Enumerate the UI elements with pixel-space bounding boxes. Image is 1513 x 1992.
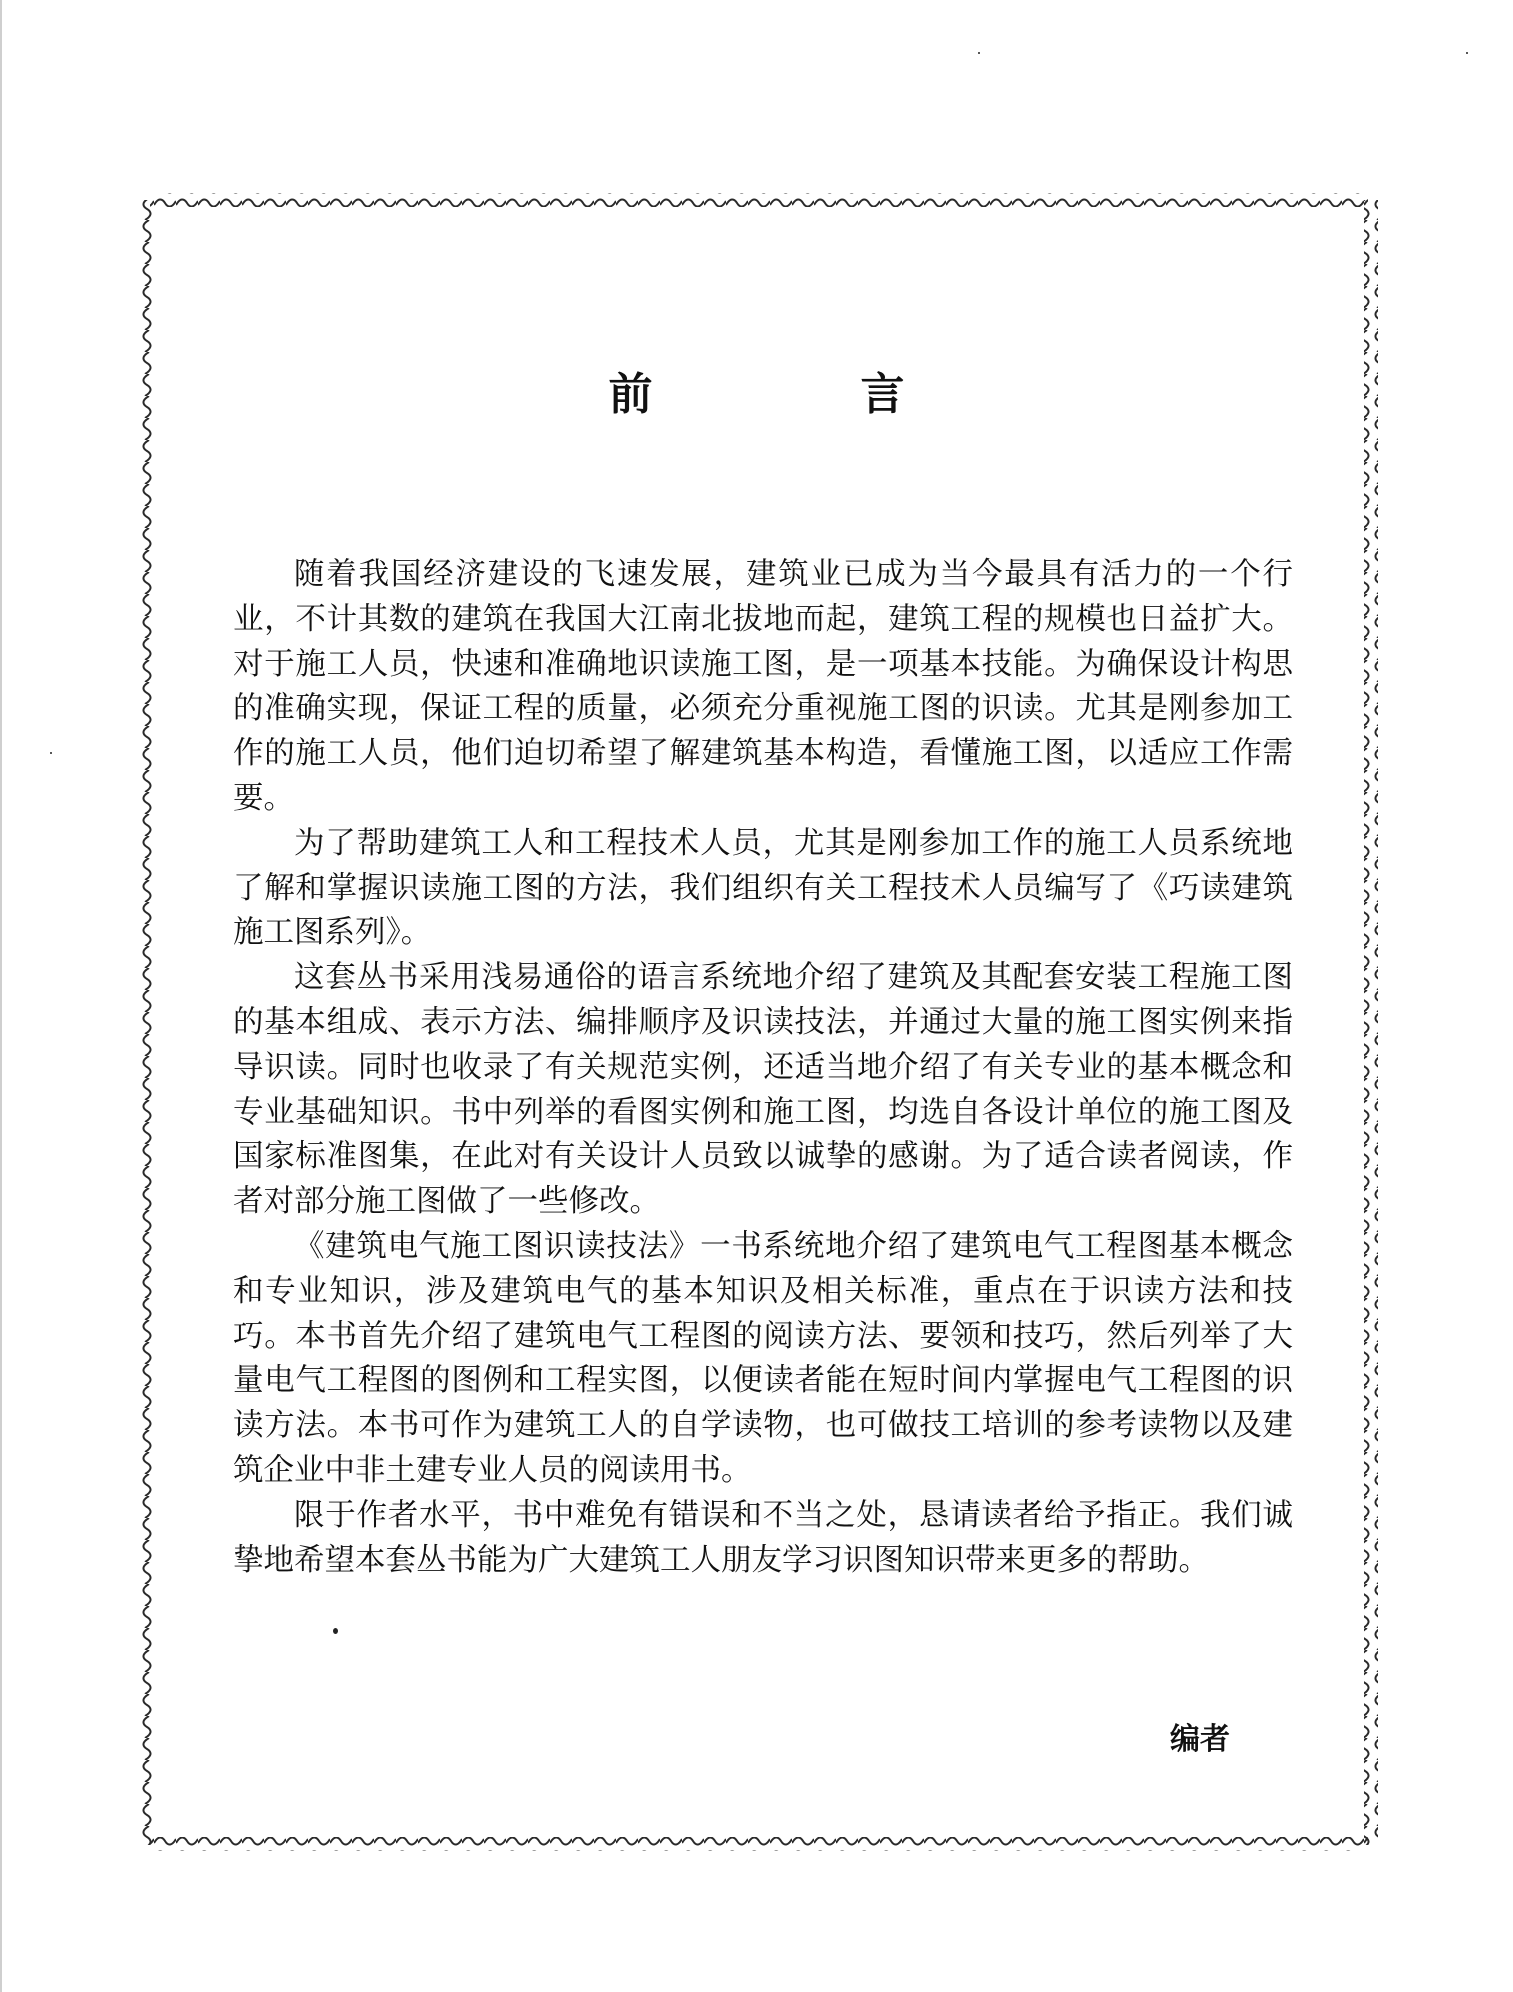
scan-speck	[333, 1628, 338, 1634]
paragraph-1: 随着我国经济建设的飞速发展，建筑业已成为当今最具有活力的一个行业，不计其数的建筑在我国大江南北拔地而起，建筑工程的规模也日益扩大。对于施工人员，快速和准确地识读施工图，是一项基本技能。为确保设计构思的准确实现，保证工程的质量，必须充分重视施工图的识读。尤其是刚参加工作的施工人员，他们迫切希望了解建筑基本构造，看懂施工图，以适应工作需要。	[233, 557, 1293, 816]
signature: 编者	[1170, 1722, 1230, 1757]
paragraph-3: 这套丛书采用浅易通俗的语言系统地介绍了建筑及其配套安装工程施工图的基本组成、表示方法、编排顺序及识读技法，并通过大量的施工图实例来指导识读。同时也收录了有关规范实例，还适当地介绍了有关专业的基本概念和专业基础知识。书中列举的看图实例和施工图，均选自各设计单位的施工图及国家标准图集，在此对有关设计人员致以诚挚的感谢。为了适合读者阅读，作者对部分施工图做了一些修改。	[233, 960, 1293, 1220]
border-right	[1364, 200, 1378, 1845]
paragraph-4: 《建筑电气施工图识读技法》一书系统地介绍了建筑电气工程图基本概念和专业知识，涉及建筑电气的基本知识及相关标准，重点在于识读方法和技巧。本书首先介绍了建筑电气工程图的阅读方法、要领和技巧，然后列举了大量电气工程图的图例和工程实图，以便读者能在短时间内掌握电气工程图的识读方法。本书可作为建筑工人的自学读物，也可做技工培训的参考读物以及建筑企业中非土建专业人员的阅读用书。	[233, 1228, 1293, 1488]
border-left	[140, 200, 154, 1845]
scan-speck	[50, 752, 52, 754]
page-title: 前 言	[608, 369, 987, 420]
border-bottom	[150, 1837, 1368, 1851]
paragraph-5: 限于作者水平，书中难免有错误和不当之处，恳请读者给予指正。我们诚挚地希望本套丛书能为广大建筑工人朋友学习识图知识带来更多的帮助。	[233, 1497, 1293, 1578]
scan-speck	[978, 52, 980, 54]
scan-speck	[1466, 52, 1468, 54]
paragraph-2: 为了帮助建筑工人和工程技术人员，尤其是刚参加工作的施工人员系统地了解和掌握识读施工图的方法，我们组织有关工程技术人员编写了《巧读建筑施工图系列》。	[233, 825, 1293, 951]
body-text	[233, 553, 1293, 1583]
border-top	[150, 193, 1368, 207]
